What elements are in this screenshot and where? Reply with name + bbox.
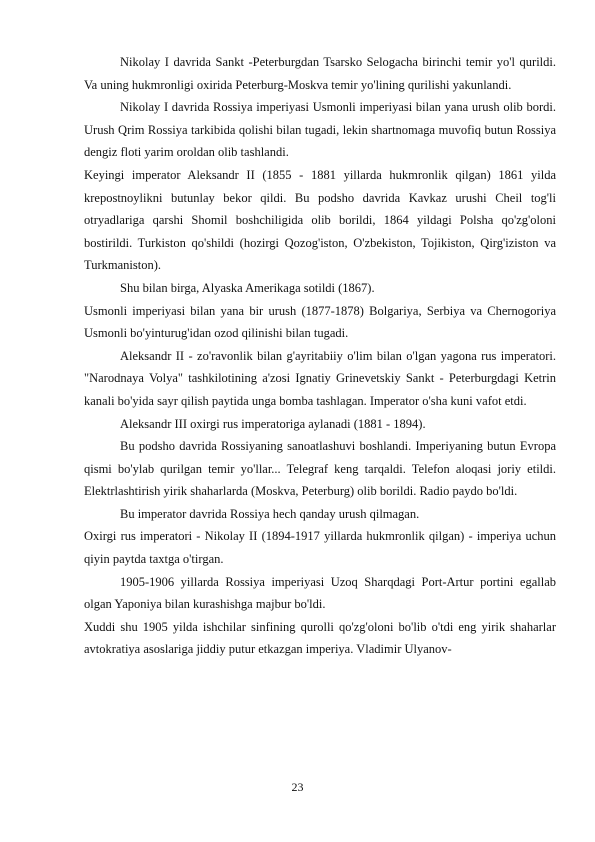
- paragraph: Usmonli imperiyasi bilan yana bir urush (1877-1878) Bolgariya, Serbiya va Chernogoriya Usmonli bo'yinturug'idan ozod qilinishi bilan tugadi.: [84, 303, 556, 341]
- paragraph: Nikolay I davrida Sankt -Peterburgdan Tsarsko Selogacha birinchi temir yo'l qurildi. Va uning hukmronligi oxirida Peterburg-Moskva temir yo'lining qurilishi yakunlandi.: [84, 55, 556, 92]
- paragraph: Oxirgi rus imperatori - Nikolay II (1894-1917 yillarda hukmronlik qilgan) - imperiya uchun qiyin paytda taxtga o'tirgan.: [84, 529, 556, 567]
- page-number: 23: [291, 780, 304, 794]
- paragraph: Aleksandr III oxirgi rus imperatoriga aylanadi (1881 - 1894).: [120, 416, 426, 431]
- paragraph: Bu podsho davrida Rossiyaning sanoatlashuvi boshlandi. Imperiyaning butun Evropa qismi bo'ylab qurilgan temir yo'llar... Telegraf keng tarqaldi. Telefon aloqasi joriy etildi. Elektrlashtirish yirik shaharlarda (Moskva, Peterburg) olib borildi. Radio paydo bo'ldi.: [84, 439, 556, 499]
- paragraph: Aleksandr II - zo'ravonlik bilan g'ayritabiiy o'lim bilan o'lgan yagona rus imperatori. "Narodnaya Volya" tashkilotining a'zosi Ignatiy Grinevetskiy Sankt - Peterburgdagi Ketrin kanali bo'yida sayr qilish paytida unga bomba tashlagan. Imperator o'sha kuni vafot etdi.: [84, 348, 556, 408]
- paragraph: Bu imperator davrida Rossiya hech qanday urush qilmagan.: [120, 506, 420, 521]
- paragraph: Nikolay I davrida Rossiya imperiyasi Usmonli imperiyasi bilan yana urush olib bordi. Urush Qrim Rossiya tarkibida qolishi bilan tugadi, lekin shartnomaga muvofiq butun Rossiya dengiz floti yarim oroldan olib tashlandi.: [84, 100, 556, 160]
- paragraph: Keyingi imperator Aleksandr II (1855 - 1881 yillarda hukmronlik qilgan) 1861 yilda krepostnoylikni butunlay bekor qildi. Bu podsho davrida Kavkaz urushi Cheil tog'li otryadlariga qarshi Shomil boshchiligida olib borildi, 1864 yildagi Polsha qo'zg'oloni bostirildi. Turkiston qo'shildi (hozirgi Qozog'iston, O'zbekiston, Tojikiston, Qirg'iziston va Turkmaniston).: [84, 167, 556, 273]
- paragraph: Shu bilan birga, Alyaska Amerikaga sotildi (1867).: [120, 280, 375, 295]
- paragraph: Xuddi shu 1905 yilda ishchilar sinfining qurolli qo'zg'oloni bo'lib o'tdi eng yirik shaharlar avtokratiya asoslariga jiddiy putur etkazgan imperiya. Vladimir Ulyanov-: [84, 619, 556, 657]
- paragraph: 1905-1906 yillarda Rossiya imperiyasi Uzoq Sharqdagi Port-Artur portini egallab olgan Yaponiya bilan kurashishga majbur bo'ldi.: [84, 574, 556, 612]
- body-text: [84, 51, 556, 661]
